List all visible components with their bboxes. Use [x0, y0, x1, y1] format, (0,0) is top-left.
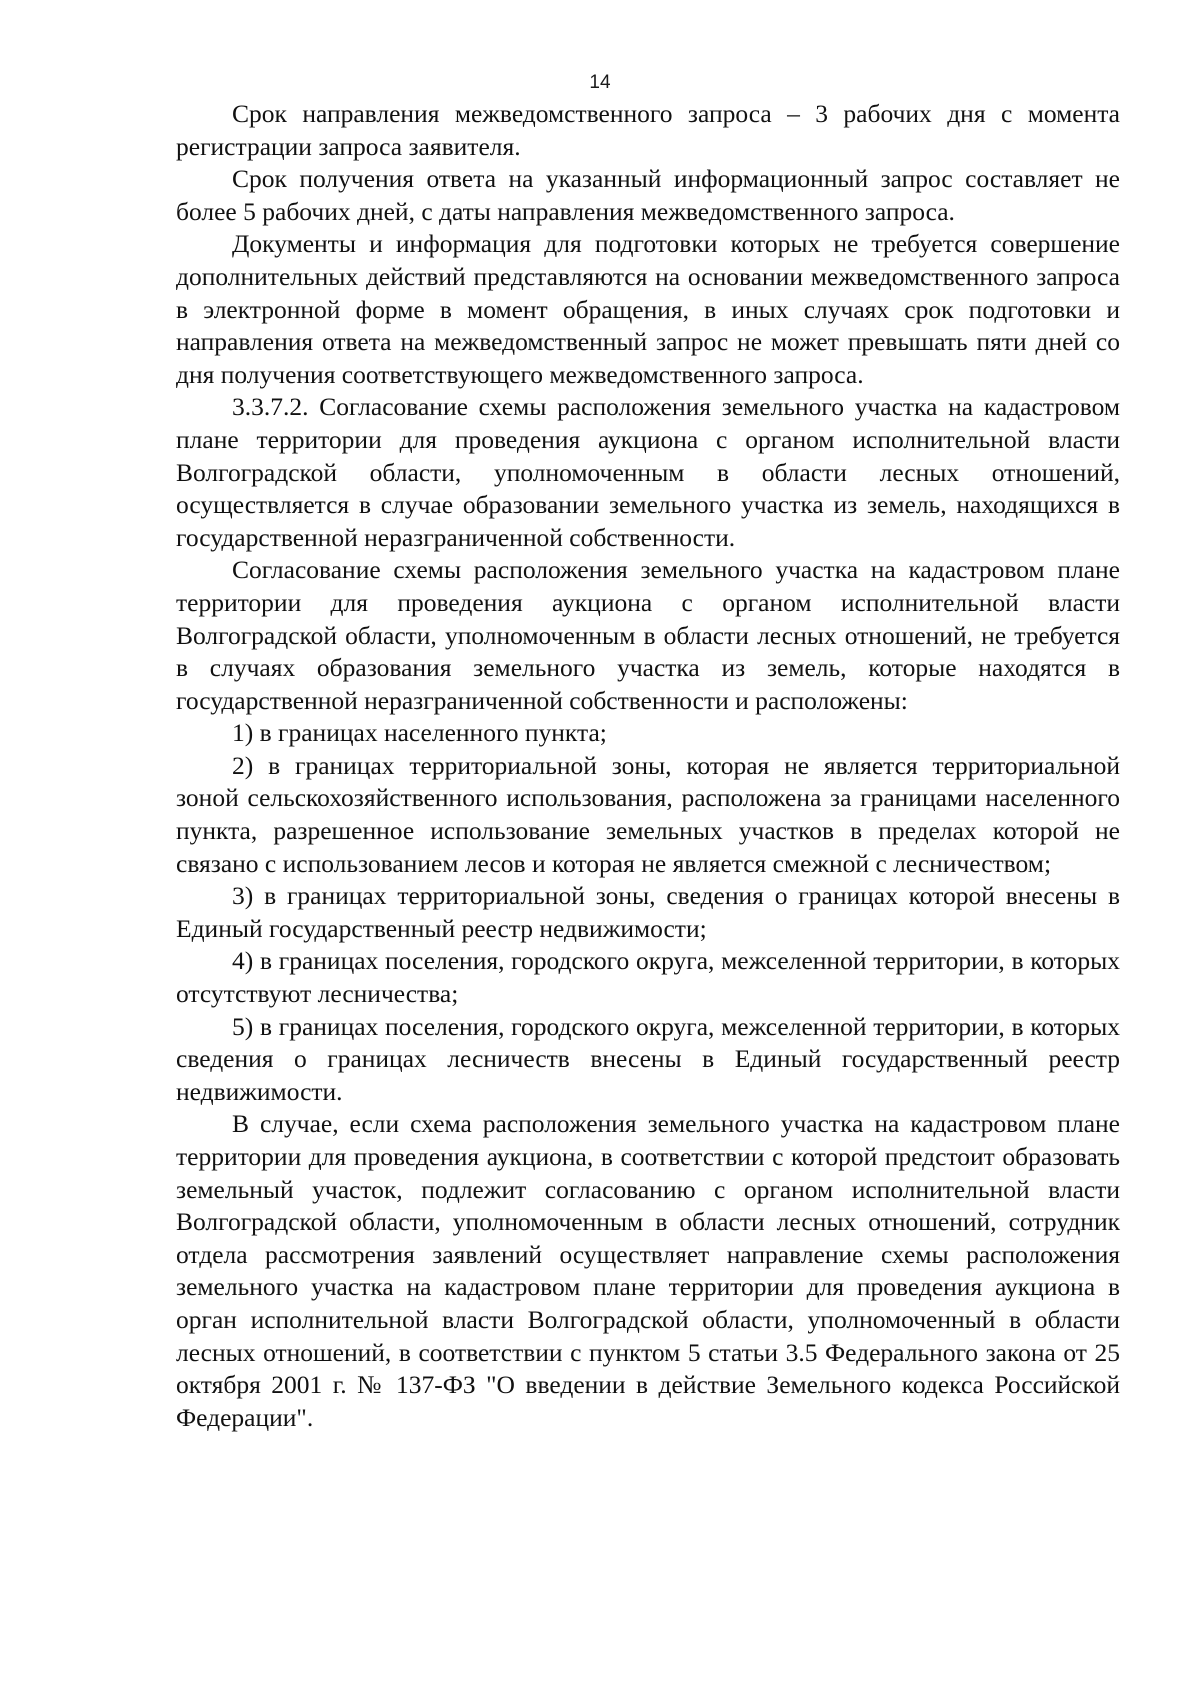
paragraph-section-3-3-7-2: 3.3.7.2. Согласование схемы расположения земельного участка на кадастровом плане территории для проведения аукциона с органом исполнительной власти Волгоградской области, уполномоченным в области лесных отношений, осуществляется в случае образовании земельного участка из земель, находящихся в государственной неразграниченной собственности.	[176, 392, 1120, 552]
paragraph-approval-not-required: Согласование схемы расположения земельного участка на кадастровом плане территории для проведения аукциона с органом исполнительной власти Волгоградской области, уполномоченным в области лесных отношений, не требуется в случаях образования земельного участка из земель, которые находятся в государственной неразграниченной собственности и расположены:	[176, 555, 1120, 715]
list-item-4: 4) в границах поселения, городского округа, межселенной территории, в которых отсутствуют лесничества;	[176, 946, 1120, 1009]
list-item-1: 1) в границах населенного пункта;	[232, 718, 607, 748]
paragraph-request-deadline: Срок направления межведомственного запроса – 3 рабочих дня с момента регистрации запроса заявителя.	[176, 99, 1120, 161]
list-item-3: 3) в границах территориальной зоны, сведения о границах которой внесены в Единый государственный реестр недвижимости;	[176, 881, 1120, 943]
paragraph-scheme-submission: В случае, если схема расположения земельного участка на кадастровом плане территории для проведения аукциона, в соответствии с которой предстоит образовать земельный участок, подлежит согласованию с органом исполнительной власти Волгоградской области, уполномоченным в области лесных отношений, сотрудник отдела рассмотрения заявлений осуществляет направление схемы расположения земельного участка на кадастровом плане территории для проведения аукциона в орган исполнительной власти Волгоградской области, уполномоченный в области лесных отношений, в соответствии с пунктом 5 статьи 3.5 Федерального закона от 25 октября 2001 г. № 137-ФЗ "О введении в действие Земельного кодекса Российской Федерации".	[176, 1109, 1120, 1432]
page-number: 14	[589, 72, 611, 93]
list-item-5: 5) в границах поселения, городского округа, межселенной территории, в которых сведения о границах лесничеств внесены в Единый государственный реестр недвижимости.	[176, 1011, 1120, 1106]
paragraph-response-deadline: Срок получения ответа на указанный информационный запрос составляет не более 5 рабочих дней, с даты направления межведомственного запроса.	[176, 164, 1120, 226]
list-item-2: 2) в границах территориальной зоны, которая не является территориальной зоной сельскохозяйственного использования, расположена за границами населенного пункта, разрешенное использование земельных участков в пределах которой не связано с использованием лесов и которая не является смежной с лесничеством;	[176, 750, 1120, 878]
document-body	[176, 98, 1120, 1434]
paragraph-documents-info: Документы и информация для подготовки которых не требуется совершение дополнительных действий представляются на основании межведомственного запроса в электронной форме в момент обращения, в иных случаях срок подготовки и направления ответа на межведомственный запрос не может превышать пяти дней со дня получения соответствующего межведомственного запроса.	[176, 229, 1120, 389]
